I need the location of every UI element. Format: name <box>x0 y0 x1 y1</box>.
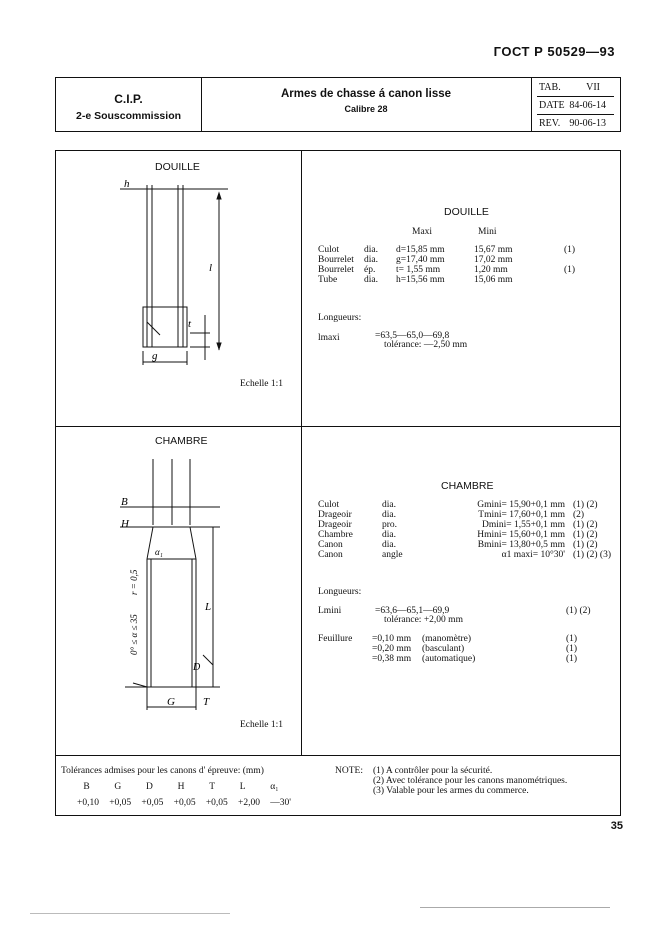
notes-list <box>373 766 567 796</box>
radius-label: r = 0,5 <box>129 569 139 595</box>
col-mini: Mini <box>478 227 497 237</box>
note-item: (2) Avec tolérance pour les canons manométriques. <box>373 776 568 786</box>
row-name: Canon <box>318 550 343 560</box>
dim-label-g: g <box>152 350 158 362</box>
tolerance-header: G <box>114 782 122 792</box>
row-maxi: t= 1,55 mm <box>396 265 441 275</box>
caliber: Calibre 28 <box>344 104 388 114</box>
row-name: Bourrelet <box>318 255 354 265</box>
org-name: C.I.P. <box>114 92 143 106</box>
chambre-table <box>318 500 611 560</box>
feuillure-value: =0,20 mm <box>372 644 412 654</box>
dim-label-h: h <box>124 178 130 190</box>
row-type: angle <box>382 550 403 560</box>
row-name: Drageoir <box>318 510 352 520</box>
rev-row <box>537 114 614 131</box>
row-mini: 15,06 mm <box>474 275 513 285</box>
table-row <box>372 644 577 654</box>
scan-rule-right <box>420 907 610 908</box>
rev-value: 90-06-13 <box>569 118 606 129</box>
row-value: Tmini= 17,60+0,1 mm <box>478 510 565 520</box>
dim-label-H: H <box>121 518 129 530</box>
lmin-label: Lmini <box>318 606 342 616</box>
row-name: Tube <box>318 275 338 285</box>
dim-label-t: t <box>188 318 192 330</box>
scan-rule-left <box>30 913 230 914</box>
row-type: dia. <box>382 510 396 520</box>
row-name: Bourrelet <box>318 265 354 275</box>
lmin-notes: (1) (2) <box>566 606 591 616</box>
row-notes: (1) (2) <box>573 540 598 550</box>
feuillure-note: (1) <box>566 654 578 664</box>
table-row <box>372 654 577 664</box>
dim-label-a1: α₁ <box>155 547 163 557</box>
douille-drawing <box>110 175 230 390</box>
standard-number: ГОСТ Р 50529—93 <box>493 44 615 59</box>
tolerance-value: +0,05 <box>173 798 196 808</box>
tolerances-headers <box>71 782 291 792</box>
date-value: 84-06-14 <box>569 100 606 111</box>
table-row <box>318 265 575 275</box>
row-mini: 1,20 mm <box>474 265 508 275</box>
feuillure-desc: (basculant) <box>422 644 465 654</box>
table-row <box>318 530 611 540</box>
dim-label-l: l <box>209 262 213 274</box>
row-type: dia. <box>364 255 378 265</box>
date-label: DATE <box>539 100 565 111</box>
header-org-cell <box>56 78 202 131</box>
feuillure-table <box>372 634 577 664</box>
tolerance-value: +0,05 <box>109 798 132 808</box>
divider-bottom <box>55 755 621 756</box>
table-row <box>318 540 611 550</box>
date-row <box>537 96 614 115</box>
douille-longueurs-label: Longueurs: <box>318 313 362 323</box>
note-item: (1) A contrôler pour la sécurité. <box>373 766 493 776</box>
row-name: Chambre <box>318 530 353 540</box>
col-maxi: Maxi <box>412 227 433 237</box>
divider-mid <box>55 426 621 427</box>
chambre-table-title: CHAMBRE <box>441 480 494 492</box>
dim-label-T: T <box>203 696 210 708</box>
chambre-scale: Echelle 1:1 <box>240 720 283 730</box>
dim-label-L: L <box>205 601 212 613</box>
chambre-drawing-title: CHAMBRE <box>155 435 208 447</box>
tolerance-header: L <box>239 782 246 792</box>
row-type: dia. <box>382 540 396 550</box>
row-notes: (1) (2) (3) <box>573 550 611 560</box>
tolerance-value: —30' <box>270 798 291 808</box>
douille-table-title: DOUILLE <box>444 206 489 218</box>
table-row <box>318 500 611 510</box>
table-row <box>318 255 575 265</box>
row-name: Culot <box>318 245 340 255</box>
douille-table <box>318 245 575 285</box>
table-row <box>318 245 575 255</box>
row-name: Canon <box>318 540 343 550</box>
feuillure-note: (1) <box>566 634 578 644</box>
tolerance-header: B <box>83 782 90 792</box>
alpha-range: 0° ≤ α ≤ 35 <box>129 614 139 655</box>
feuillure-value: =0,10 mm <box>372 634 412 644</box>
tolerances-title: Tolérances admises pour les canons d' épreuve: (mm) <box>61 766 264 776</box>
row-type: dia. <box>364 245 378 255</box>
row-value: Hmini= 15,60+0,1 mm <box>477 530 565 540</box>
doc-title: Armes de chasse á canon lisse <box>280 88 452 100</box>
row-name: Drageoir <box>318 520 352 530</box>
feuillure-value: =0,38 mm <box>372 654 412 664</box>
chambre-longueurs-label: Longueurs: <box>318 587 362 597</box>
subcommission: 2-e Souscommission <box>75 110 182 122</box>
tab-label: TAB. <box>539 82 561 93</box>
notes-label: NOTE: <box>335 766 363 776</box>
tolerance-header: D <box>146 782 153 792</box>
tab-row <box>537 78 614 97</box>
lmax-tolerance: tolérance: —2,50 mm <box>384 340 468 350</box>
divider-vertical <box>301 150 302 755</box>
row-note: (1) <box>564 265 576 275</box>
row-maxi: g=17,40 mm <box>396 255 445 265</box>
table-row <box>318 510 611 520</box>
row-notes: (1) (2) <box>573 530 598 540</box>
row-name: Culot <box>318 500 340 510</box>
table-row <box>318 520 611 530</box>
row-note <box>564 275 575 285</box>
tolerance-value: +0,05 <box>141 798 164 808</box>
feuillure-label: Feuillure <box>318 634 353 644</box>
tolerance-header: α₁ <box>270 782 279 792</box>
row-notes: (1) (2) <box>573 520 598 530</box>
feuillure-note: (1) <box>566 644 578 654</box>
lmax-label: lmaxi <box>318 333 340 343</box>
dim-label-G: G <box>167 696 175 708</box>
dim-label-B: B <box>121 496 128 508</box>
douille-scale: Echelle 1:1 <box>240 379 283 389</box>
table-row <box>318 275 575 285</box>
row-type: pro. <box>382 520 398 530</box>
header-title-cell <box>201 78 532 131</box>
tolerance-value: +2,00 <box>238 798 260 808</box>
tolerance-header: H <box>177 782 185 792</box>
row-value: Gmini= 15,90+0,1 mm <box>477 500 565 510</box>
tolerance-value: +0,05 <box>205 798 228 808</box>
row-maxi: d=15,85 mm <box>396 245 445 255</box>
row-value: Bmini= 13,80+0,5 mm <box>477 540 565 550</box>
row-mini: 17,02 mm <box>474 255 513 265</box>
row-value: Dmini= 1,55+0,1 mm <box>481 520 565 530</box>
tolerance-header: T <box>209 782 216 792</box>
lmax-value: =63,5—65,0—69,8 <box>375 331 450 341</box>
header-box <box>55 77 621 132</box>
row-value: α1 maxi= 10°30' <box>501 550 565 560</box>
row-mini: 15,67 mm <box>474 245 513 255</box>
note-item: (3) Valable pour les armes du commerce. <box>373 786 529 796</box>
feuillure-desc: (automatique) <box>422 654 476 664</box>
table-row <box>318 550 611 560</box>
row-notes: (2) <box>573 510 585 520</box>
tolerances-values <box>77 798 291 808</box>
row-type: dia. <box>382 530 396 540</box>
tab-value: VII <box>586 82 600 93</box>
dim-label-D: D <box>193 662 201 673</box>
table-row <box>372 634 577 644</box>
lmin-value: =63,6—65,1—69,9 <box>375 606 450 616</box>
page-number: 35 <box>610 820 623 832</box>
tolerances-grid <box>61 782 291 808</box>
chambre-drawing <box>85 455 220 720</box>
row-type: dia. <box>382 500 396 510</box>
feuillure-desc: (manomètre) <box>422 634 472 644</box>
douille-drawing-title: DOUILLE <box>155 161 200 173</box>
row-type: ép. <box>364 265 376 275</box>
row-note <box>564 255 575 265</box>
tolerance-value: +0,10 <box>77 798 99 808</box>
lmin-tolerance: tolérance: +2,00 mm <box>384 615 463 625</box>
row-note: (1) <box>564 245 576 255</box>
row-notes: (1) (2) <box>573 500 598 510</box>
row-maxi: h=15,56 mm <box>396 275 445 285</box>
rev-label: REV. <box>539 118 561 129</box>
header-meta-cell <box>531 78 620 131</box>
row-type: dia. <box>364 275 378 285</box>
